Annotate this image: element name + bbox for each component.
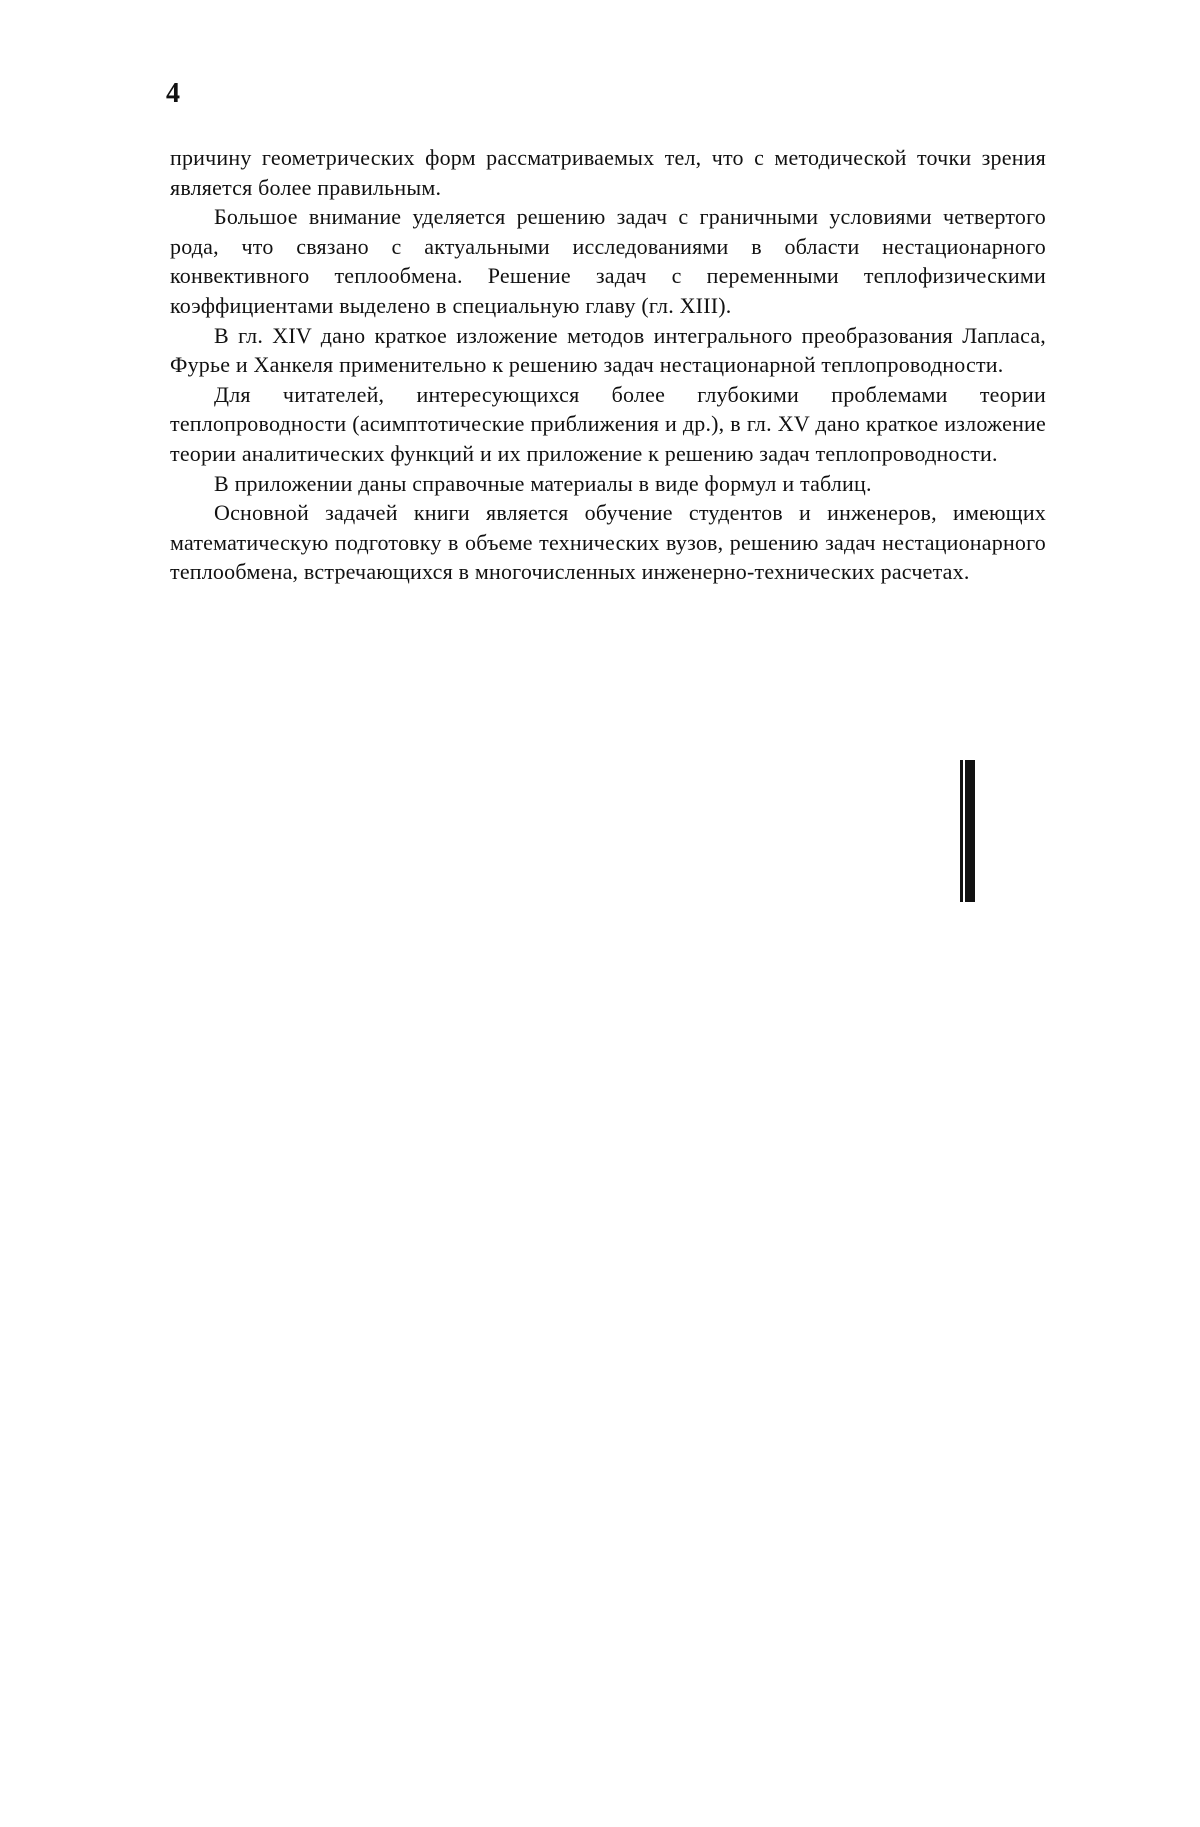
- margin-bar-thick: [965, 760, 975, 902]
- paragraph-4: Для читателей, интересующихся более глубокими проблемами теории теплопроводности (асимптотические приближения и др.), в гл. XV дано краткое изложение теории аналитических функций и их приложение к решению задач теплопроводности.: [170, 381, 1046, 466]
- paragraph-5: В приложении даны справочные материалы в виде формул и таблиц.: [214, 470, 872, 496]
- paragraph-2: Большое внимание уделяется решению задач с граничными условиями четвертого рода, что связано с актуальными исследованиями в области нестационарного конвективного теплообмена. Решение задач с переменными теплофизическими коэффициентами выделено в специальную главу (гл. XIII).: [170, 204, 1046, 318]
- body-text: [170, 143, 1046, 587]
- margin-bar-mark: [960, 760, 976, 902]
- margin-bar-thin: [960, 760, 963, 902]
- paragraph-3: В гл. XIV дано краткое изложение методов интегрального преобразования Лапласа, Фурье и Ханкеля применительно к решению задач нестационарной теплопроводности.: [170, 322, 1046, 378]
- paragraph-6: Основной задачей книги является обучение студентов и инженеров, имеющих математическую подготовку в объеме технических вузов, решению задач нестационарного теплообмена, встречающихся в многочисленных инженерно-технических расчетах.: [170, 500, 1046, 585]
- page-number: 4: [166, 78, 180, 109]
- paragraph-1: причину геометрических форм рассматриваемых тел, что с методической точки зрения является более правильным.: [170, 145, 1046, 200]
